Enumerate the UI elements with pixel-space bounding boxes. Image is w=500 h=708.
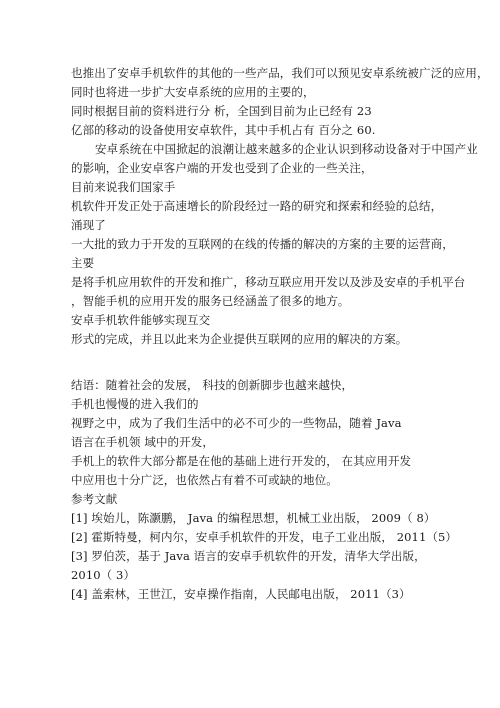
text-line: 是将手机应用软件的开发和推广，移动互联应用开发以及涉及安卓的手机平台 (71, 275, 466, 289)
references-heading: 参考文献 (71, 492, 118, 506)
text-line: 中应用也十分广泛，也依然占有着不可或缺的地位。 (71, 473, 338, 487)
text-line: 亿部的移动的设备使用安卓软件，其中手机占有 百分之 60. (71, 123, 376, 137)
reference-item: [2] 霍斯特曼，柯内尔，安卓手机软件的开发，电子工业出版， 2011（5） (71, 530, 457, 544)
text-line: 形式的完成，并且以此来为企业提供互联网的应用的解决的方案。 (71, 332, 408, 346)
text-line: 也推出了安卓手机软件的其他的一些产品，我们可以预见安卓系统被广泛的应用， (71, 66, 489, 80)
text-line: 手机也慢慢的进入我们的 (71, 397, 199, 411)
text-line: 机软件开发正处于高速增长的阶段经过一路的研究和探索和经验的总结， (71, 199, 443, 213)
text-line: 安卓手机软件能够实现互交 (71, 313, 211, 327)
reference-item: [3] 罗伯茨，基于 Java 语言的安卓手机软件的开发，清华大学出版， (71, 549, 426, 563)
text-line: 语言在手机领 域中的开发， (71, 435, 214, 449)
text-line: 一大批的致力于开发的互联网的在线的传播的解决的方案的主要的运营商， (71, 237, 454, 251)
text-line: 涌现了 (71, 218, 106, 232)
text-line: 视野之中，成为了我们生活中的必不可少的一些物品，随着 Java (71, 416, 402, 430)
reference-item: 2010（ 3） (71, 568, 136, 582)
text-line: 同时也将进一步扩大安卓系统的应用的主要的， (71, 85, 315, 99)
text-line: ，智能手机的应用开发的服务已经涵盖了很多的地方。 (71, 294, 350, 308)
text-line: 手机上的软件大部分都是在他的基础上进行开发的， 在其应用开发 (71, 454, 412, 468)
text-line: 同时根据目前的资料进行分 析，全国到目前为止已经有 23 (71, 104, 372, 118)
text-line: 的影响，企业安卓客户端的开发也受到了企业的一些关注， (71, 161, 373, 175)
text-line: 目前来说我们国家手 (71, 180, 176, 194)
reference-item: [4] 盖索林，王世江，安卓操作指南，人民邮电出版， 2011（3） (71, 587, 411, 601)
text-line: 主要 (71, 256, 95, 270)
reference-item: [1] 埃始儿，陈灏鹏， Java 的编程思想，机械工业出版， 2009（ 8） (71, 511, 436, 525)
text-line: 安卓系统在中国掀起的浪潮让越来越多的企业认识到移动设备对于中国产业 (95, 142, 478, 156)
text-line: 结语：随着社会的发展， 科技的创新脚步也越来越快， (71, 378, 354, 392)
